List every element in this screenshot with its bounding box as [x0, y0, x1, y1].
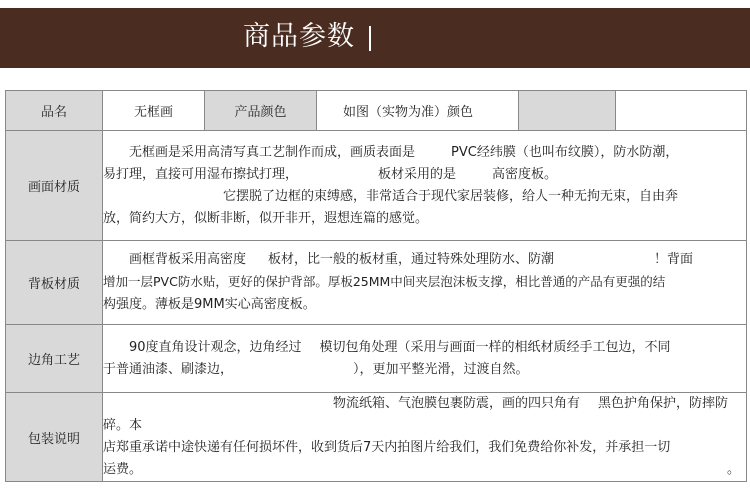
text-line: 无框画是采用高清写真工艺制作而成，画质表面是 PVC经纬膜（也叫布纹膜），防水防潮， — [129, 144, 679, 160]
text-line: 构强度。薄板是9MM实心高密度板。 — [103, 297, 316, 312]
empty-grey-cell — [519, 91, 616, 131]
text-line: 画框背板采用高密度 板材，比一般的板材重，通过特殊处理防水、防潮 ！背面 — [129, 252, 694, 267]
name-value: 无框画 — [103, 91, 205, 131]
table-row — [6, 325, 747, 393]
color-label: 产品颜色 — [205, 91, 317, 131]
header-row — [6, 91, 747, 131]
row-body-backboard — [103, 241, 747, 325]
row-label-surface: 画面材质 — [6, 131, 103, 241]
text-line: 店郑重承诺中途快递有任何损坏件，收到货后7天内拍图片给我们，我们免费给你补发，并承担一切 — [103, 440, 671, 455]
title-banner — [0, 8, 750, 68]
row-label-packing: 包装说明 — [6, 393, 103, 482]
text-line: 放，简约大方，似断非断，似开非开，遐想连篇的感觉。 — [103, 210, 429, 226]
empty-cell — [616, 91, 747, 131]
banner-divider — [369, 26, 371, 51]
text-line: 90度直角设计观念，边角经过 模切包角处理（采用与画面一样的相纸材质经手工包边，不同 — [129, 339, 671, 355]
table-row — [6, 393, 747, 482]
text-line: 物流纸箱、气泡膜包裹防震，画的四只角有 黑色护角保护，防摔防碎。本 — [103, 396, 729, 433]
name-label: 品名 — [6, 91, 103, 131]
row-label-backboard: 背板材质 — [6, 241, 103, 325]
text-line: 它摆脱了边框的束缚感，非常适合于现代家居装修，给人一种无拘无束，自由奔 — [223, 188, 679, 204]
table-row — [6, 241, 747, 325]
text-line: 于普通油漆、刷漆边， ），更加平整光滑，过渡自然。 — [103, 361, 529, 377]
color-value: 如图（实物为准）颜色 — [317, 91, 519, 131]
text-line: 增加一层PVC防水贴，更好的保护背部。厚板25MM中间夹层泡沫板支撑，相比普通的产品有更强的结 — [103, 274, 666, 289]
banner-title: 商品参数 — [243, 21, 355, 52]
text-line: 运费。 。 — [103, 462, 740, 477]
table-row — [6, 131, 747, 241]
row-label-corner: 边角工艺 — [6, 325, 103, 393]
row-body-packing — [103, 393, 747, 482]
row-body-corner — [103, 325, 747, 393]
spec-table — [5, 90, 747, 482]
text-line: 易打理，直接可用湿布擦拭打理， 板材采用的是 高密度板。 — [103, 166, 558, 182]
row-body-surface — [103, 131, 747, 241]
